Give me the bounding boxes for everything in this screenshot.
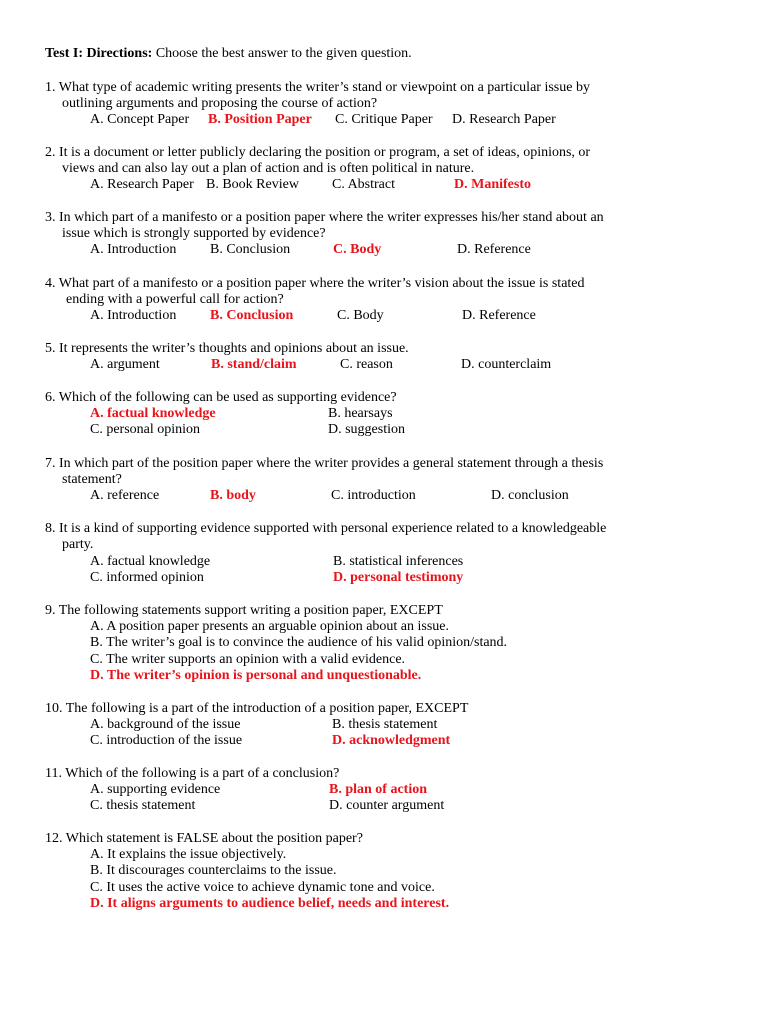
answer-option: B. Conclusion [210,242,291,257]
answer-option-correct: C. Body [333,242,382,257]
answer-option: C. introduction [331,488,416,503]
answer-option: B. Book Review [206,177,299,192]
question-text: 5. It represents the writer’s thoughts and opinions about an issue. [45,341,409,356]
question-text-continued: issue which is strongly supported by evidence? [62,226,326,242]
question-text: 3. In which part of a manifesto or a position paper where the writer expresses his/her stand about an [45,210,604,225]
answer-option: A. Introduction [90,242,177,257]
question-text: 1. What type of academic writing presents the writer’s stand or viewpoint on a particular issue by [45,80,590,95]
answer-option-correct: B. Position Paper [208,112,312,127]
directions-text: Choose the best answer to the given question. [152,46,412,61]
question-text: 11. Which of the following is a part of a conclusion? [45,766,340,781]
answer-option: C. Body [337,308,384,323]
question-text: 4. What part of a manifesto or a position paper where the writer’s vision about the issue is stated [45,276,585,291]
answer-option-correct: B. Conclusion [210,308,294,323]
answer-option-correct: B. body [210,488,256,503]
answer-option: A. Concept Paper [90,112,190,127]
answer-option: B. statistical inferences [333,554,464,569]
question-text: 7. In which part of the position paper where the writer provides a general statement through a thesis [45,456,604,471]
question-text-continued: views and can also lay out a plan of action and is often political in nature. [62,161,475,177]
directions-line [45,46,412,62]
question-text: 6. Which of the following can be used as supporting evidence? [45,390,397,405]
question-text-continued: statement? [62,472,122,488]
answer-option: C. introduction of the issue [90,733,243,749]
answer-option: A. argument [90,357,160,372]
question-text: 12. Which statement is FALSE about the position paper? [45,831,363,846]
question-text: 10. The following is a part of the introduction of a position paper, EXCEPT [45,701,469,716]
directions-label: Test I: Directions: [45,46,153,61]
question-text: 2. It is a document or letter publicly declaring the position or program, a set of ideas, opinions, or [45,145,591,160]
answer-option-correct: D. The writer’s opinion is personal and unquestionable. [90,668,422,684]
question-text: 8. It is a kind of supporting evidence supported with personal experience related to a knowledgeable [45,521,607,536]
question-text-continued: outlining arguments and proposing the course of action? [62,96,378,112]
answer-option-correct: D. Manifesto [454,177,531,192]
question-text-continued: party. [62,537,94,553]
answer-option-correct: A. factual knowledge [90,406,216,421]
answer-option: C. thesis statement [90,798,196,814]
answer-option: A. background of the issue [90,717,241,732]
question-text: 9. The following statements support writing a position paper, EXCEPT [45,603,443,618]
answer-option: B. The writer’s goal is to convince the audience of his valid opinion/stand. [90,635,508,651]
answer-option: C. It uses the active voice to achieve dynamic tone and voice. [90,879,435,895]
answer-option: C. Critique Paper [335,112,433,127]
answer-option: B. It discourages counterclaims to the issue. [90,863,337,879]
answer-option: D. Reference [457,242,531,257]
answer-option: C. The writer supports an opinion with a valid evidence. [90,651,406,667]
answer-option: A. factual knowledge [90,554,211,569]
answer-option: C. Abstract [332,177,395,192]
answer-option: C. informed opinion [90,570,204,586]
answer-option-correct: D. It aligns arguments to audience belief, needs and interest. [90,896,450,912]
answer-option: C. reason [340,357,393,372]
answer-option-correct: D. acknowledgment [332,733,451,749]
question-text-continued: ending with a powerful call for action? [66,292,284,308]
answer-option: D. Research Paper [452,112,556,127]
answer-option: B. hearsays [328,406,393,421]
answer-option: A. Introduction [90,308,177,323]
answer-option: D. counterclaim [461,357,552,372]
answer-option: A. Research Paper [90,177,194,192]
answer-option: A. It explains the issue objectively. [90,847,287,862]
answer-option: D. conclusion [491,488,569,503]
answer-option: D. Reference [462,308,536,323]
answer-option: D. suggestion [328,422,405,438]
answer-option: A. A position paper presents an arguable opinion about an issue. [90,619,450,634]
answer-option: C. personal opinion [90,422,201,438]
answer-option: A. supporting evidence [90,782,221,797]
answer-option-correct: B. plan of action [329,782,428,797]
answer-option: D. counter argument [329,798,445,814]
answer-option-correct: D. personal testimony [333,570,464,586]
answer-option-correct: B. stand/claim [211,357,297,372]
answer-option: A. reference [90,488,160,503]
answer-option: B. thesis statement [332,717,438,732]
